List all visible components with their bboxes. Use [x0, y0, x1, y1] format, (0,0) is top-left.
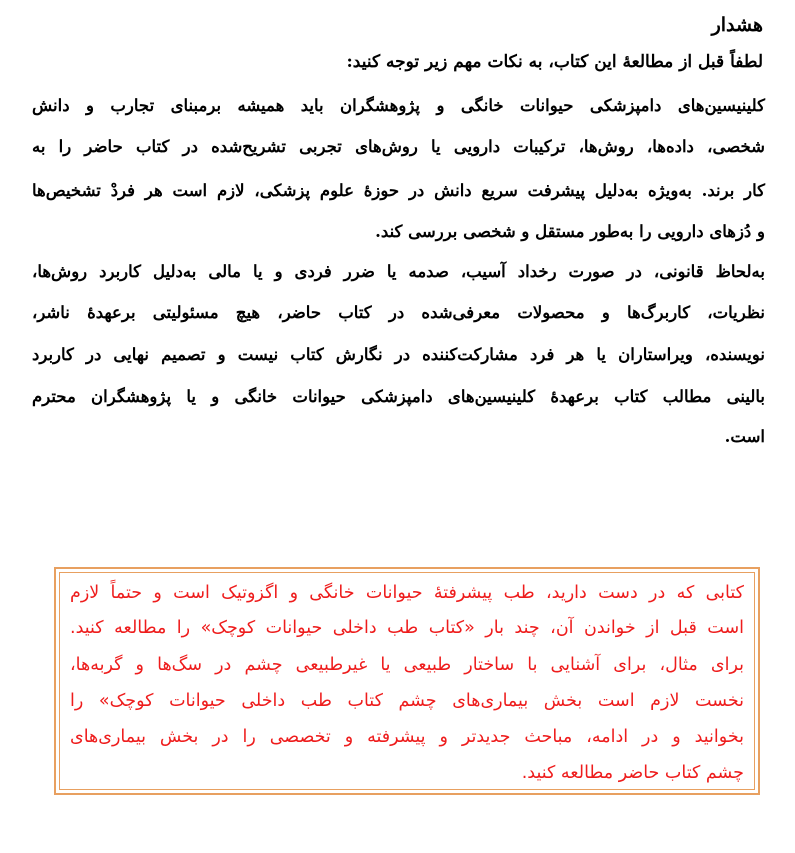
paragraph2-line: بالینی مطالب کتاب برعهدۀ کلینیسین‌های دامپزشکی حیوانات خانگی و یا پژوهشگران محترم — [32, 387, 765, 406]
paragraph2-line: نظریات، کاربرگ‌ها و محصولات معرفی‌شده در کتاب حاضر، هیچ مسئولیتی برعهدۀ ناشر، — [32, 303, 765, 322]
warning-title: هشدار — [711, 14, 763, 36]
note-line: چشم کتاب حاضر مطالعه کنید. — [521, 763, 744, 783]
warning-intro: لطفاً قبل از مطالعۀ این کتاب، به نکات مهم زیر توجه کنید: — [346, 52, 763, 72]
paragraph1-line: کلینیسین‌های دامپزشکی حیوانات خانگی و پژوهشگران باید همیشه برمبنای تجارب و دانش — [32, 96, 765, 115]
note-box — [54, 567, 760, 795]
paragraph1-line: و دُزهای دارویی را به‌طور مستقل و شخصی بررسی کند. — [375, 222, 765, 241]
paragraph1-line: کار برند. به‌ویژه به‌دلیل پیشرفت سریع دانش در حوزۀ علوم پزشکی، لازم است هر فردْ تشخیص‌ها — [32, 181, 765, 200]
note-line: نخست لازم است بخش بیماری‌های چشم کتاب طب داخلی حیوانات کوچک» را — [70, 691, 744, 711]
paragraph1-line: شخصی، داده‌ها، روش‌ها، ترکیبات دارویی یا روش‌های تجربی تشریح‌شده در کتاب حاضر را به — [32, 137, 765, 156]
note-line: است قبل از خواندن آن، چند بار «کتاب طب داخلی حیوانات کوچک» را مطالعه کنید. — [70, 618, 744, 638]
note-box-inner — [59, 572, 755, 790]
note-line: کتابی که در دست دارید، طب پیشرفتۀ حیوانات خانگی و اگزوتیک است و حتماً لازم — [70, 583, 744, 603]
paragraph2-line: است. — [724, 427, 765, 446]
note-line: بخوانید و در ادامه، مباحث جدیدتر و پیشرفته و تخصصی را در بخش بیماری‌های — [70, 727, 744, 747]
note-line: برای مثال، برای آشنایی با ساختار طبیعی یا غیرطبیعی چشم در سگ‌ها و گربه‌ها، — [70, 655, 744, 675]
paragraph2-line: به‌لحاظ قانونی، در صورت رخداد آسیب، صدمه یا ضرر فردی و یا مالی به‌دلیل کاربرد روش‌ها، — [32, 262, 765, 281]
paragraph2-line: نویسنده، ویراستاران یا هر فرد مشارکت‌کننده در نگارش کتاب نیست و تصمیم نهایی در کاربرد — [32, 345, 765, 364]
